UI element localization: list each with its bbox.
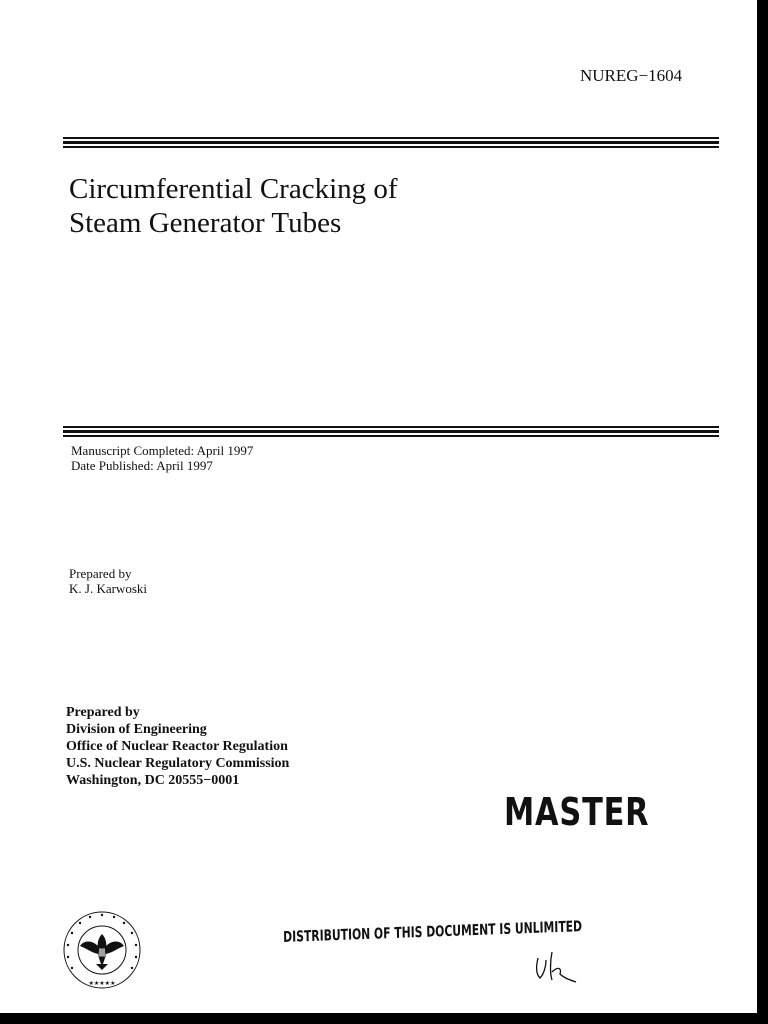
org-division: Division of Engineering (66, 722, 207, 737)
date-published: Date Published: April 1997 (71, 458, 213, 473)
organization-block (66, 704, 289, 789)
author-block (69, 566, 147, 596)
author-name: K. J. Karwoski (69, 581, 147, 596)
title-line-1: Circumferential Cracking of (69, 173, 398, 205)
distribution-stamp: DISTRIBUTION OF THIS DOCUMENT IS UNLIMITED (283, 917, 583, 946)
nrc-seal-icon (62, 910, 142, 990)
document-title (69, 172, 398, 240)
org-office: Office of Nuclear Reactor Regulation (66, 739, 288, 754)
svg-text:★★★★★: ★★★★★ (88, 980, 116, 987)
top-rule (63, 137, 719, 149)
report-number: NUREG−1604 (580, 66, 683, 85)
org-address: Washington, DC 20555−0001 (66, 773, 240, 788)
master-stamp: MASTER (504, 790, 650, 834)
handwritten-initials (530, 946, 590, 986)
middle-rule (63, 426, 719, 438)
org-commission: U.S. Nuclear Regulatory Commission (66, 756, 290, 771)
publication-dates (71, 443, 253, 473)
prepared-by-label: Prepared by (69, 566, 132, 581)
manuscript-completed: Manuscript Completed: April 1997 (71, 443, 254, 458)
org-prepared-by: Prepared by (66, 705, 140, 720)
title-line-2: Steam Generator Tubes (69, 207, 342, 239)
